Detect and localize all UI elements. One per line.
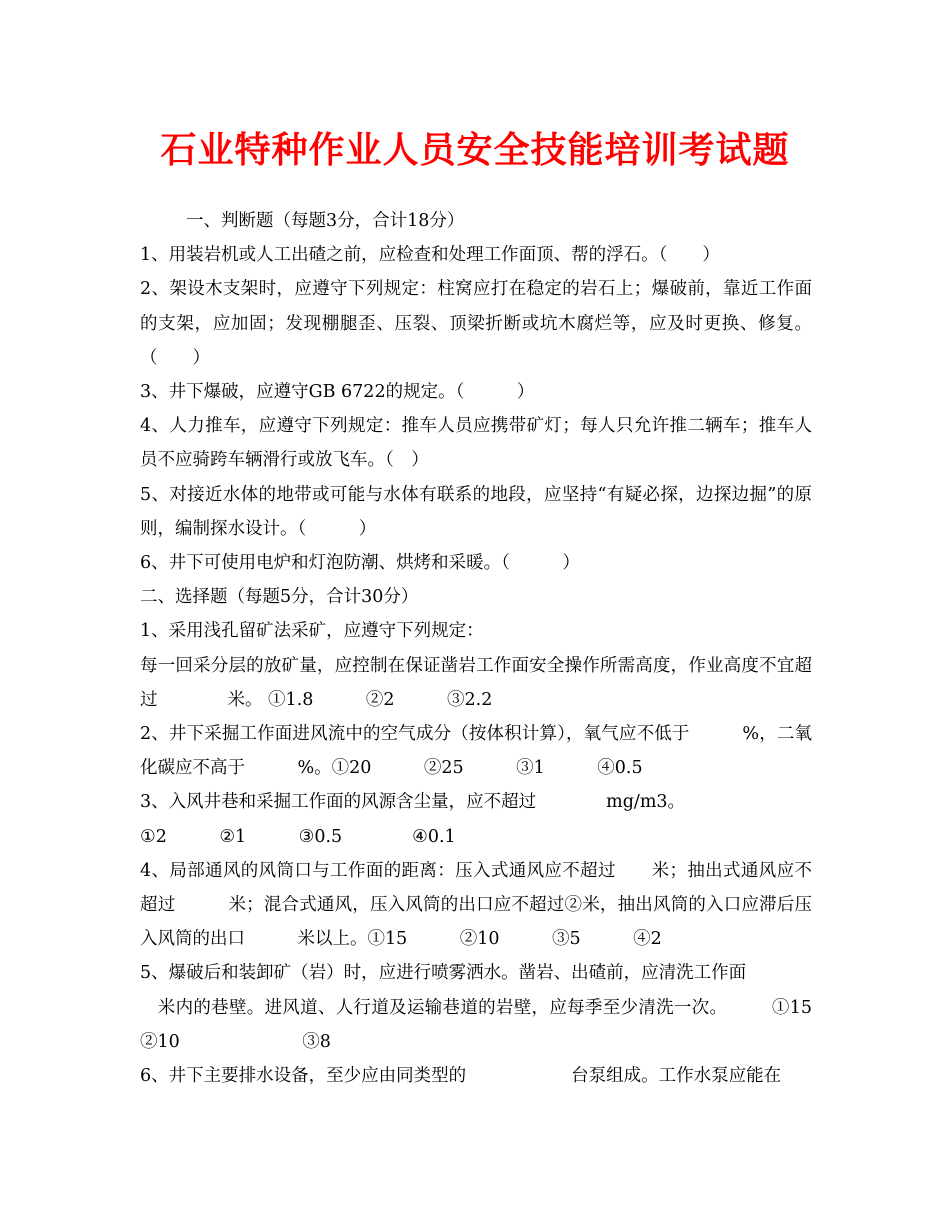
question-paragraph: 2、架设木支架时，应遵守下列规定：柱窝应打在稳定的岩石上；爆破前，靠近工作面的支架，应加固；发现棚腿歪、压裂、顶梁折断或坑木腐烂等，应及时更换、修复。（ ） [140,279,812,368]
question-paragraph: 1、采用浅孔留矿法采矿，应遵守下列规定： [140,621,484,642]
question-paragraph: 1、用装岩机或人工出碴之前，应检查和处理工作面顶、帮的浮石。（ ） [140,245,720,266]
question-paragraph: 3、入风井巷和采掘工作面的风源含尘量，应不超过 mg/m3。 [140,792,686,813]
question-paragraph: 2、井下采掘工作面进风流中的空气成分（按体积计算），氧气应不低于 %，二氧化碳应不高于 %。①20 ②25 ③1 ④0.5 [140,724,812,779]
section-heading-choice: 二、选择题（每题5分，合计30分） [140,587,419,608]
question-paragraph: 5、对接近水体的地带或可能与水体有联系的地段，应坚持“有疑必探，边探边掘”的原则，编制探水设计。（ ） [140,484,812,539]
question-paragraph: 6、井下主要排水设备，至少应由同类型的 台泵组成。工作水泵应能在 [140,1066,782,1087]
question-paragraph: 米内的巷壁。进风道、人行道及运输巷道的岩壁，应每季至少清洗一次。 ①15 ②10 ③8 [140,997,900,1052]
section-heading-judgment: 一、判断题（每题3分，合计18分） [186,211,465,231]
answer-options: ①2 ②1 ③0.5 ④0.1 [140,826,456,847]
question-paragraph: 3、井下爆破，应遵守GB 6722的规定。（ ） [140,382,535,403]
question-paragraph: 6、井下可使用电炉和灯泡防潮、烘烤和采暖。（ ） [140,553,580,574]
question-paragraph: 5、爆破后和装卸矿（岩）时，应进行喷雾洒水。凿岩、出碴前，应清洗工作面 [140,963,747,984]
document-body [140,204,900,1093]
question-paragraph: 4、人力推车，应遵守下列规定：推车人员应携带矿灯；每人只允许推二辆车；推车人员不应骑跨车辆滑行或放飞车。（ ） [140,416,812,471]
question-paragraph: 4、局部通风的风筒口与工作面的距离：压入式通风应不超过 米；抽出式通风应不超过 米；混合式通风，压入风筒的出口应不超过②米，抽出风筒的入口应滞后压入风筒的出口 米以上。①15 ②10 ③5 ④2 [140,860,812,950]
question-paragraph: 每一回采分层的放矿量，应控制在保证凿岩工作面安全操作所需高度，作业高度不宜超过 米。 ①1.8 ②2 ③2.2 [140,655,812,710]
document-title: 石业特种作业人员安全技能培训考试题 [160,129,790,171]
